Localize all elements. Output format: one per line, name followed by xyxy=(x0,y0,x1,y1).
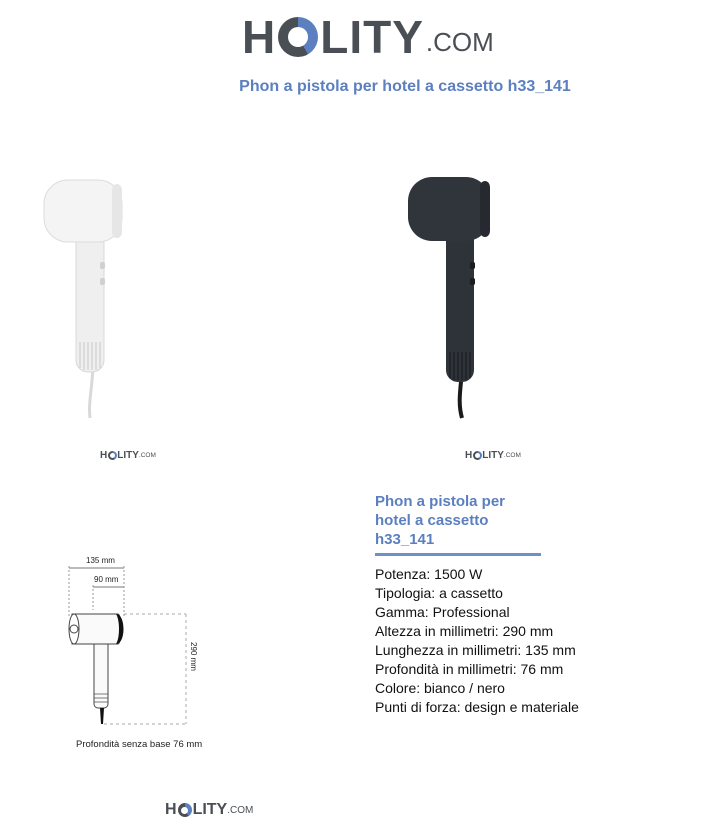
black-hairdryer-image xyxy=(402,172,496,420)
spec-item: Altezza in millimetri: 290 mm xyxy=(375,623,554,639)
spec-item: Tipologia: a cassetto xyxy=(375,585,503,601)
logo-circle-icon xyxy=(278,17,318,57)
logo-lity: LITY xyxy=(117,450,139,461)
spec-item: Colore: bianco / nero xyxy=(375,680,505,696)
product-title: Phon a pistola per hotel a cassetto h33_141 xyxy=(375,493,506,548)
page-subtitle: Phon a pistola per hotel a cassetto h33_141 xyxy=(239,78,571,95)
logo-h: H xyxy=(465,450,473,461)
logo-circle-icon xyxy=(178,803,192,817)
holity-logo[interactable] xyxy=(242,11,494,63)
logo-lity: LITY xyxy=(320,11,424,63)
spec-item: Potenza: 1500 W xyxy=(375,566,483,582)
logo-com: .COM xyxy=(503,452,521,459)
diagram-caption: Profondità senza base 76 mm xyxy=(76,739,203,750)
logo-lity: LITY xyxy=(192,801,228,818)
spec-item: Lunghezza in millimetri: 135 mm xyxy=(375,642,576,658)
spec-list xyxy=(375,565,579,717)
logo-h: H xyxy=(165,801,177,818)
title-divider xyxy=(375,553,541,556)
footer-logo[interactable] xyxy=(165,802,253,818)
height-dimension-label: 290 mm xyxy=(189,642,198,671)
logo-h: H xyxy=(100,450,108,461)
image-logo-white xyxy=(100,450,156,461)
spec-item: Profondità in millimetri: 76 mm xyxy=(375,661,564,677)
logo-com: .COM xyxy=(425,27,494,57)
logo-com: .COM xyxy=(138,452,156,459)
white-hairdryer-image xyxy=(38,172,128,420)
logo-h: H xyxy=(242,11,277,63)
dimension-diagram xyxy=(60,552,220,737)
spec-item: Gamma: Professional xyxy=(375,604,510,620)
logo-circle-icon xyxy=(108,451,117,460)
spec-item: Punti di forza: design e materiale xyxy=(375,699,579,715)
logo-lity: LITY xyxy=(482,450,504,461)
head-dimension-label: 90 mm xyxy=(94,575,119,584)
width-dimension-label: 135 mm xyxy=(86,556,115,565)
logo-circle-icon xyxy=(473,451,482,460)
image-logo-black xyxy=(465,450,521,461)
logo-com: .COM xyxy=(227,805,254,816)
